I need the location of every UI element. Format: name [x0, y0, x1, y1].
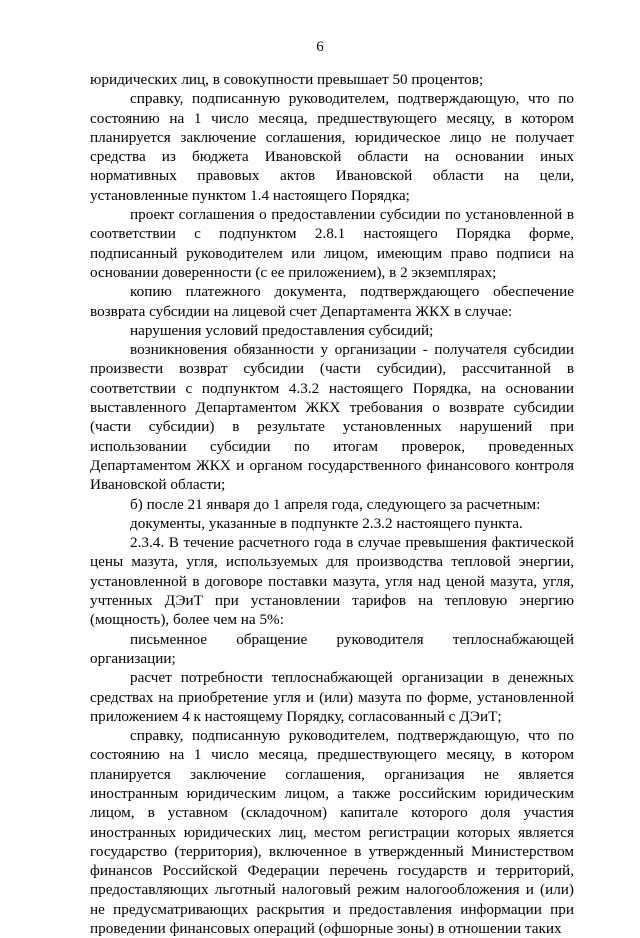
paragraph-certificate-no-budget-funds: справку, подписанную руководителем, подтверждающую, что по состоянию на 1 число месяца, предшествующего месяцу, в котором планируется заключение соглашения, юридическое лицо не получает средства из бюджета Ивановской области на основании иных нормативных правовых актов Ивановской области на цели, установленные пунктом 1.4 настоящего Порядка; — [90, 90, 574, 204]
page-number: 6 — [316, 39, 324, 55]
paragraph-violation-conditions: нарушения условий предоставления субсидий; — [130, 321, 434, 339]
paragraph-certificate-not-foreign: справку, подписанную руководителем, подтверждающую, что по состоянию на 1 число месяца, предшествующего месяцу, в котором планируется заключение соглашения, организация не является иностранным юридическим лицом, а также российским юридическим лицом, в уставном (складочном) капитале которого доля участия иностранных юридических лиц, местом регистрации которых является государство (территория), включенное в утвержденный Министерством финансов Российской Федерации перечень государств и территорий, предоставляющих льготный налоговый режим налогообложения и (или) не предусматривающих раскрытия и предоставления информации при проведении финансовых операций (офшорные зоны) в отношении таких — [90, 727, 574, 938]
document-body — [90, 70, 574, 938]
paragraph-after-january-21: б) после 21 января до 1 апреля года, следующего за расчетным: — [130, 495, 541, 513]
paragraph-documents-2-3-2: документы, указанные в подпункте 2.3.2 настоящего пункта. — [130, 514, 523, 532]
paragraph-payment-document: копию платежного документа, подтверждающего обеспечение возврата субсидии на лицевой счет Департамента ЖКХ в случае: — [90, 283, 574, 320]
paragraph-continuation: юридических лиц, в совокупности превышает 50 процентов; — [90, 71, 484, 88]
paragraph-return-obligation: возникновения обязанности у организации - получателя субсидии произвести возврат субсидии (части субсидии), рассчитанной в соответствии с подпунктом 4.3.2 настоящего Порядка, на основании выставленного Департаментом ЖКХ требования о возврате субсидии (части субсидии) в результате установленных нарушений при использовании субсидии по итогам проверок, проведенных Департаментом ЖКХ и органом государственного финансового контроля Ивановской области; — [90, 341, 574, 494]
paragraph-draft-agreement: проект соглашения о предоставлении субсидии по установленной в соответствии с подпунктом 2.8.1 настоящего Порядка форме, подписанный руководителем или лицом, имеющим право подписи на основании доверенности (с ее приложением), в 2 экземплярах; — [90, 206, 574, 281]
paragraph-written-appeal: письменное обращение руководителя теплоснабжающей организации; — [90, 630, 574, 667]
paragraph-clause-2-3-4: 2.3.4. В течение расчетного года в случае превышения фактической цены мазута, угля, используемых для производства тепловой энергии, установленной в договоре поставки мазута, угля над ценой мазута, угля, учтенных ДЭиТ при установлении тарифов на тепловую энергию (мощность), более чем на 5%: — [90, 534, 574, 629]
paragraph-demand-calculation: расчет потребности теплоснабжающей организации в денежных средствах на приобретение угля и (или) мазута по форме, установленной приложением 4 к настоящему Порядку, согласованный с ДЭиТ; — [90, 669, 574, 725]
